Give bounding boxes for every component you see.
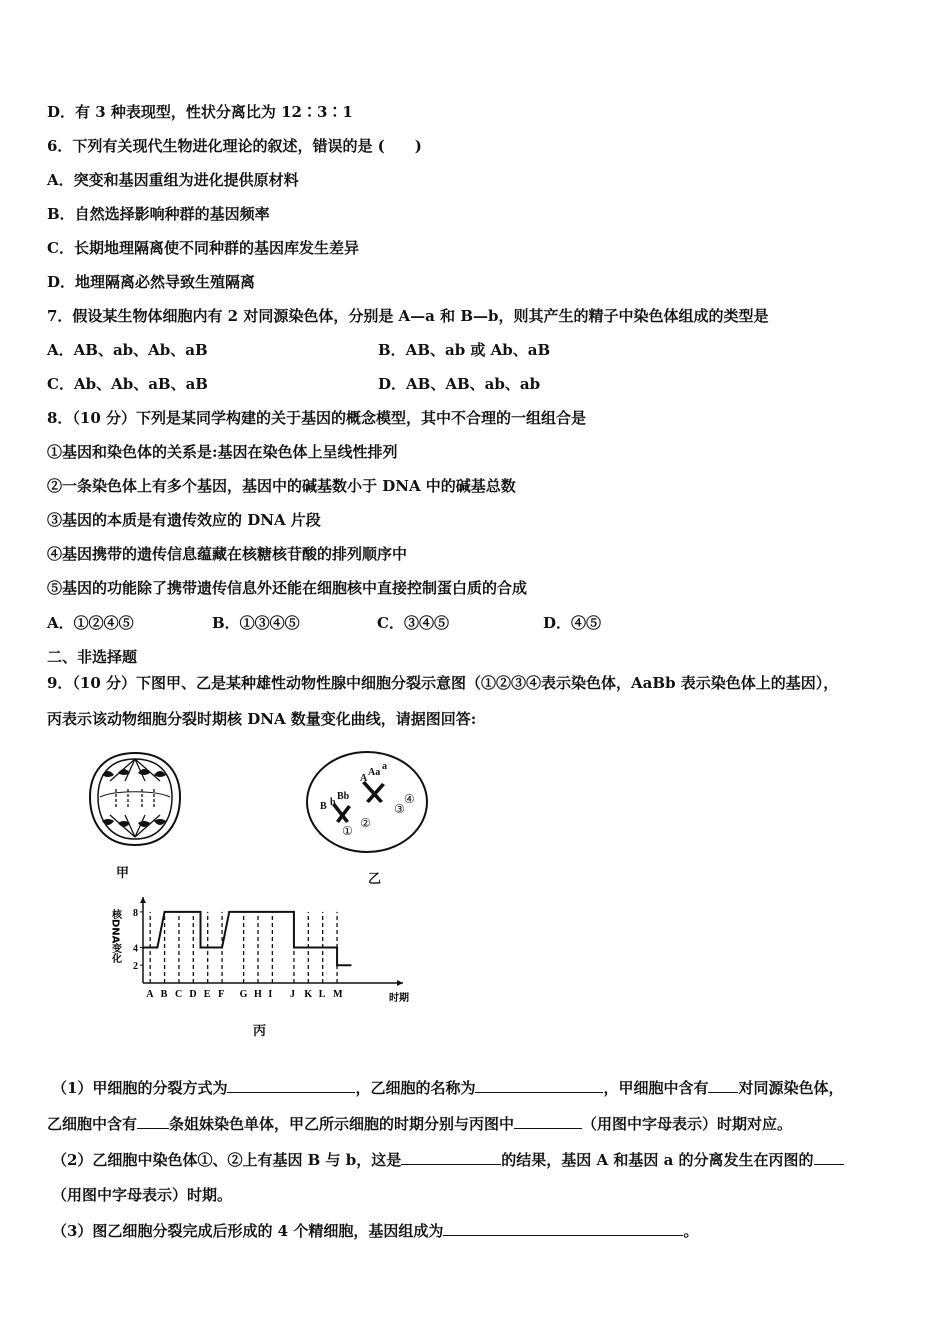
- yi-chromosome-2: ②: [360, 816, 371, 830]
- yi-gene-A: A: [360, 773, 368, 784]
- figure-jia-cell: [80, 745, 190, 855]
- q9-part2-line-2: （用图中字母表示）时期。: [52, 1186, 233, 1204]
- q5-option-d: D．有 3 种表现型，性状分离比为 12∶3∶1: [47, 103, 353, 121]
- blank-sperm-genotypes[interactable]: [443, 1220, 683, 1236]
- x-tick-label-G: G: [239, 989, 248, 1000]
- yi-gene-Bb: Bb: [337, 791, 350, 802]
- q8-statement-5: ⑤基因的功能除了携带遗传信息外还能在细胞核中直接控制蛋白质的合成: [47, 579, 528, 597]
- figure-yi-caption: 乙: [368, 872, 382, 887]
- x-tick-label-J: J: [289, 989, 295, 1000]
- q8-statement-4: ④基因携带的遗传信息蕴藏在核糖核苷酸的排列顺序中: [47, 545, 408, 563]
- blank-aa-separation[interactable]: [814, 1149, 844, 1165]
- q6-option-b: B．自然选择影响种群的基因频率: [47, 205, 270, 223]
- x-axis-arrow: [397, 980, 403, 986]
- x-tick-label-K: K: [304, 989, 313, 1000]
- q7-option-d: D．AB、AB、ab、ab: [378, 375, 541, 393]
- figure-yi-cell: [302, 745, 432, 855]
- y-tick-label-4: 4: [133, 943, 138, 955]
- x-tick-label-I: I: [268, 989, 273, 1000]
- q8-option-a: A．①②④⑤: [47, 614, 134, 632]
- y-axis-label: 核DNA变化: [109, 909, 121, 964]
- yi-gene-b: b: [330, 797, 336, 808]
- blank-period-letters[interactable]: [514, 1113, 582, 1129]
- x-axis-label: 时期: [389, 993, 409, 1004]
- q6-option-a: A．突变和基因重组为进化提供原材料: [47, 171, 299, 189]
- q9-part1-line-2: 乙细胞中含有 条姐妹染色单体，甲乙所示细胞的时期分别与丙图中 （用图中字母表示）时期对应。: [47, 1115, 793, 1133]
- x-tick-label-M: M: [333, 989, 343, 1000]
- blank-division-type[interactable]: [227, 1077, 355, 1093]
- x-tick-label-E: E: [203, 989, 211, 1000]
- q9-stem-line-1: 9．（10 分）下图甲、乙是某种雄性动物性腺中细胞分裂示意图（①②③④表示染色体，AaBb 表示染色体上的基因），: [47, 674, 839, 692]
- q6-stem: 6．下列有关现代生物进化理论的叙述，错误的是 ( ): [47, 137, 422, 155]
- x-tick-label-F: F: [218, 989, 225, 1000]
- figure-bing-chart: [105, 895, 415, 1010]
- q8-option-b: B．①③④⑤: [212, 614, 300, 632]
- yi-gene-a: a: [382, 761, 387, 772]
- yi-gene-Aa: Aa: [368, 767, 381, 778]
- yi-chromosome-3: ③: [394, 802, 405, 816]
- q8-statement-1: ①基因和染色体的关系是:基因在染色体上呈线性排列: [47, 443, 398, 461]
- figure-jia-caption: 甲: [116, 866, 130, 881]
- q7-option-b: B．AB、ab 或 Ab、aB: [378, 341, 551, 359]
- yi-chromosome-1: ①: [342, 824, 353, 838]
- q8-statement-2: ②一条染色体上有多个基因，基因中的碱基数小于 DNA 中的碱基总数: [47, 477, 516, 495]
- yi-gene-B: B: [320, 801, 327, 812]
- y-tick-label-2: 2: [133, 961, 138, 973]
- x-tick-label-D: D: [189, 989, 197, 1000]
- x-tick-label-B: B: [160, 989, 168, 1000]
- blank-sister-chromatids[interactable]: [137, 1113, 169, 1129]
- section-2-title: 二、非选择题: [47, 648, 138, 666]
- dna-curve: [143, 912, 351, 965]
- figure-bing-caption: 丙: [253, 1024, 267, 1039]
- y-axis-arrow: [140, 897, 146, 903]
- q6-option-c: C．长期地理隔离使不同种群的基因库发生差异: [47, 239, 359, 257]
- q6-option-d: D．地理隔离必然导致生殖隔离: [47, 273, 256, 291]
- x-tick-label-C: C: [174, 989, 183, 1000]
- q9-part1-line-1: （1）甲细胞的分裂方式为 ，乙细胞的名称为 ，甲细胞中含有 对同源染色体，: [52, 1079, 844, 1097]
- q8-stem: 8．（10 分）下列是某同学构建的关于基因的概念模型，其中不合理的一组组合是: [47, 409, 587, 427]
- q9-stem-line-2: 丙表示该动物细胞分裂时期核 DNA 数量变化曲线，请据图回答:: [47, 710, 477, 728]
- blank-homologous-pairs[interactable]: [708, 1077, 738, 1093]
- q9-part2-line-1: （2）乙细胞中染色体①、②上有基因 B 与 b，这是 的结果，基因 A 和基因 a 的分离发生在丙图的: [52, 1149, 844, 1170]
- q7-option-c: C．Ab、Ab、aB、aB: [47, 375, 208, 393]
- blank-bb-cause[interactable]: [401, 1149, 501, 1165]
- y-tick-label-8: 8: [133, 907, 138, 919]
- x-tick-label-A: A: [146, 989, 154, 1000]
- q7-option-a: A．AB、ab、Ab、aB: [47, 341, 208, 359]
- q8-option-d: D．④⑤: [543, 614, 602, 632]
- q8-option-c: C．③④⑤: [377, 614, 449, 632]
- q7-stem: 7．假设某生物体细胞内有 2 对同源染色体，分别是 A—a 和 B—b，则其产生的精子中染色体组成的类型是: [47, 307, 769, 325]
- chart-labels: [110, 908, 410, 1004]
- q8-statement-3: ③基因的本质是有遗传效应的 DNA 片段: [47, 511, 321, 529]
- q9-part3-line: （3）图乙细胞分裂完成后形成的 4 个精细胞，基因组成为 。: [52, 1222, 699, 1240]
- x-tick-label-L: L: [318, 989, 326, 1000]
- yi-chromosome-4: ④: [404, 792, 415, 806]
- blank-yi-cell-name[interactable]: [475, 1077, 603, 1093]
- x-tick-label-H: H: [254, 989, 262, 1000]
